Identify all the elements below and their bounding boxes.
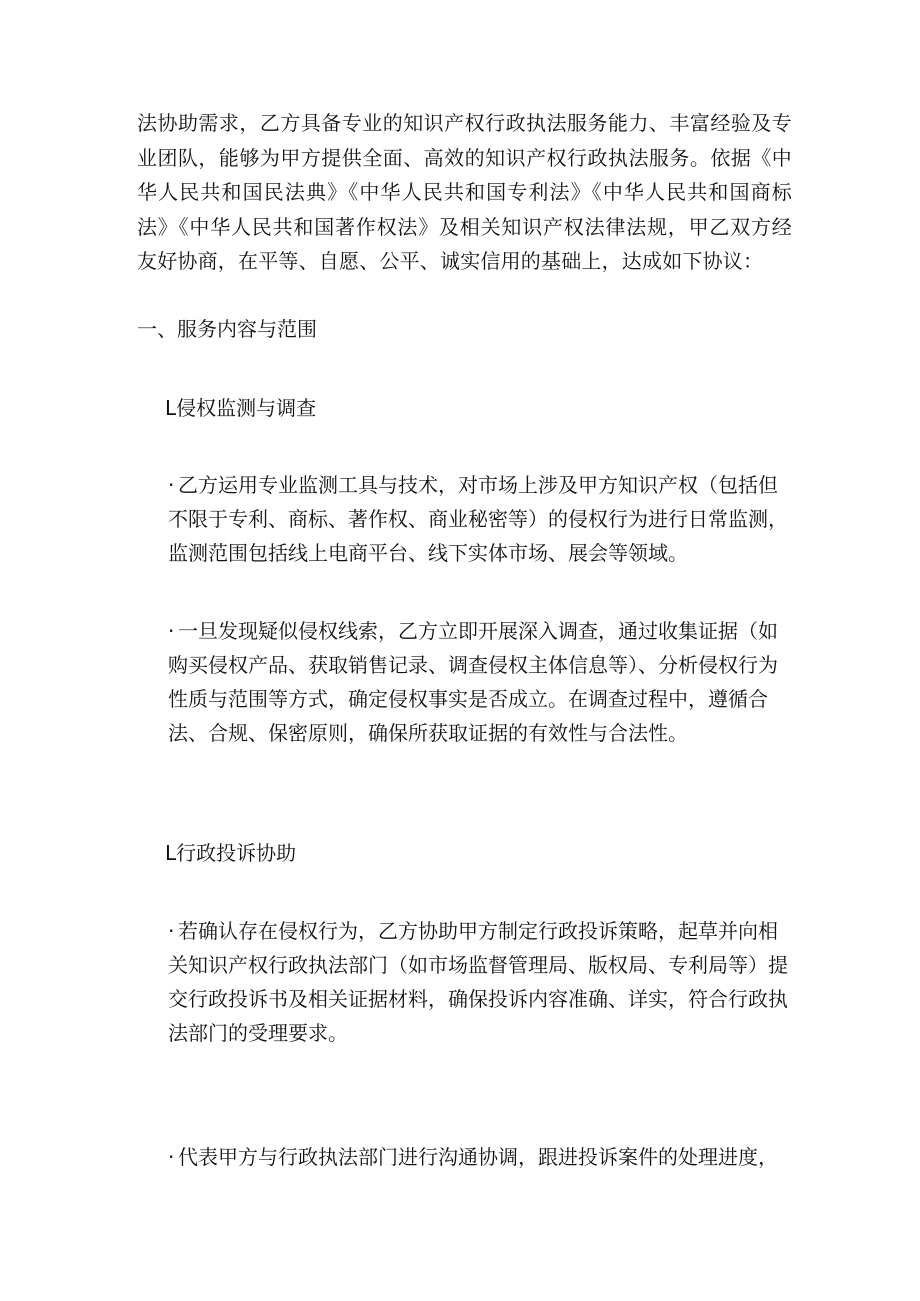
bullet-text: 代表甲方与行政执法部门进行沟通协调，跟进投诉案件的处理进度，: [178, 1145, 778, 1169]
bullet-dot: ·: [168, 473, 175, 497]
sub-heading-administrative-complaint: L行政投诉协助: [165, 841, 297, 865]
bullet-item: [168, 914, 793, 1050]
bullet-text: 若确认存在侵权行为，乙方协助甲方制定行政投诉策略，起草并向相关知识产权行政执法部门（如市场监督管理局、版权局、专利局等）提交行政投诉书及相关证据材料，确保投诉内容准确、详实，符合行政执法部门的受理要求。: [168, 919, 788, 1045]
sub-heading-infringement-monitoring: L侵权监测与调查: [165, 396, 317, 420]
bullet-item: [168, 1140, 793, 1174]
bullet-dot: ·: [168, 619, 175, 643]
bullet-text: 乙方运用专业监测工具与技术，对市场上涉及甲方知识产权（包括但不限于专利、商标、著作权、商业秘密等）的侵权行为进行日常监测，监测范围包括线上电商平台、线下实体市场、展会等领域。: [168, 473, 788, 565]
section-heading-1: 一、服务内容与范围: [137, 317, 317, 341]
bullet-text: 一旦发现疑似侵权线索，乙方立即开展深入调查，通过收集证据（如购买侵权产品、获取销售记录、调查侵权主体信息等）、分析侵权行为性质与范围等方式，确定侵权事实是否成立。在调查过程中，遵循合法、合规、保密原则，确保所获取证据的有效性与合法性。: [168, 619, 778, 745]
bullet-dot: ·: [168, 919, 175, 943]
bullet-item: [168, 614, 793, 750]
bullet-item: [168, 468, 793, 570]
intro-paragraph: 法协助需求，乙方具备专业的知识产权行政执法服务能力、丰富经验及专业团队，能够为甲方提供全面、高效的知识产权行政执法服务。依据《中华人民共和国民法典》《中华人民共和国专利法》《中华人民共和国商标法》《中华人民共和国著作权法》及相关知识产权法律法规，甲乙双方经友好协商，在平等、自愿、公平、诚实信用的基础上，达成如下协议：: [137, 111, 792, 273]
bullet-dot: ·: [168, 1145, 175, 1169]
